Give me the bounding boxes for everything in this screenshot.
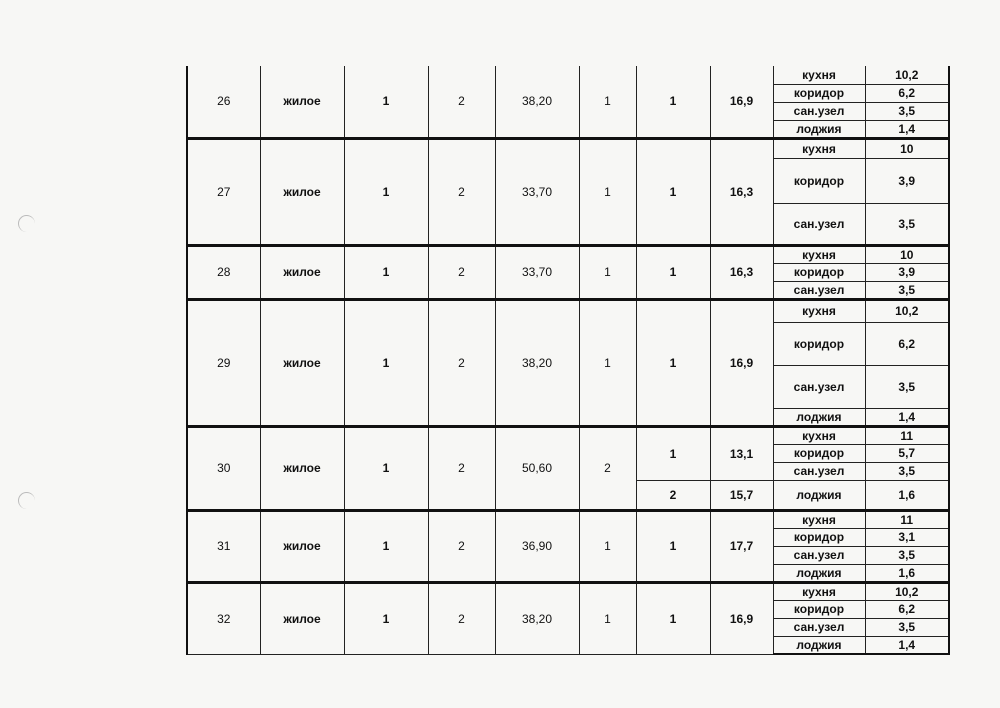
aux-room-area: 11: [865, 510, 949, 528]
aux-room-area: 10: [865, 245, 949, 263]
aux-room-area: 5,7: [865, 444, 949, 462]
apartment-table: [186, 66, 950, 655]
unit-total-area: 36,90: [495, 510, 579, 582]
unit-total-area: 38,20: [495, 299, 579, 426]
unit-sections: 2: [428, 299, 495, 426]
aux-room-name: коридор: [773, 263, 865, 281]
punch-hole-mark: [18, 492, 35, 509]
unit-room-count: 1: [579, 138, 636, 245]
unit-sections: 2: [428, 66, 495, 138]
aux-room-name: сан.узел: [773, 203, 865, 245]
living-room-area: 16,9: [710, 299, 773, 426]
living-room-area: 16,9: [710, 66, 773, 138]
unit-room-count: 2: [579, 426, 636, 510]
aux-room-name: кухня: [773, 510, 865, 528]
unit-floor: 1: [344, 510, 428, 582]
living-room-number: 1: [636, 299, 710, 426]
table-row: [187, 582, 949, 600]
aux-room-name: сан.узел: [773, 365, 865, 408]
aux-room-name: лоджия: [773, 564, 865, 582]
table-row: [187, 245, 949, 263]
aux-room-name: коридор: [773, 322, 865, 365]
aux-room-area: 3,9: [865, 263, 949, 281]
living-room-area: 17,7: [710, 510, 773, 582]
living-room-number: 1: [636, 138, 710, 245]
living-room-area: 16,3: [710, 245, 773, 299]
unit-room-count: 1: [579, 510, 636, 582]
unit-total-area: 33,70: [495, 245, 579, 299]
aux-room-area: 6,2: [865, 322, 949, 365]
aux-room-name: лоджия: [773, 636, 865, 654]
unit-type: жилое: [260, 426, 344, 510]
living-room-area: 16,9: [710, 582, 773, 654]
unit-type: жилое: [260, 66, 344, 138]
aux-room-area: 3,5: [865, 102, 949, 120]
unit-sections: 2: [428, 138, 495, 245]
unit-sections: 2: [428, 245, 495, 299]
unit-number: 26: [187, 66, 260, 138]
unit-number: 29: [187, 299, 260, 426]
unit-type: жилое: [260, 245, 344, 299]
aux-room-name: лоджия: [773, 480, 865, 510]
unit-room-count: 1: [579, 299, 636, 426]
aux-room-area: 3,5: [865, 546, 949, 564]
aux-room-name: сан.узел: [773, 546, 865, 564]
unit-floor: 1: [344, 299, 428, 426]
unit-room-count: 1: [579, 66, 636, 138]
aux-room-name: сан.узел: [773, 281, 865, 299]
unit-number: 27: [187, 138, 260, 245]
living-room-number: 1: [636, 66, 710, 138]
unit-sections: 2: [428, 582, 495, 654]
aux-room-area: 3,5: [865, 618, 949, 636]
unit-floor: 1: [344, 582, 428, 654]
aux-room-area: 10,2: [865, 582, 949, 600]
living-room-number: 2: [636, 480, 710, 510]
living-room-number: 1: [636, 510, 710, 582]
aux-room-area: 3,5: [865, 203, 949, 245]
aux-room-area: 10,2: [865, 66, 949, 84]
aux-room-name: сан.узел: [773, 618, 865, 636]
unit-sections: 2: [428, 510, 495, 582]
unit-type: жилое: [260, 138, 344, 245]
aux-room-name: кухня: [773, 245, 865, 263]
aux-room-area: 1,4: [865, 408, 949, 426]
aux-room-area: 1,4: [865, 120, 949, 138]
aux-room-area: 10,2: [865, 299, 949, 322]
aux-room-area: 11: [865, 426, 949, 444]
aux-room-area: 1,6: [865, 564, 949, 582]
table-row: [187, 510, 949, 528]
aux-room-area: 3,5: [865, 365, 949, 408]
unit-total-area: 50,60: [495, 426, 579, 510]
aux-room-area: 1,4: [865, 636, 949, 654]
aux-room-name: кухня: [773, 299, 865, 322]
living-room-number: 1: [636, 426, 710, 480]
unit-floor: 1: [344, 245, 428, 299]
aux-room-name: кухня: [773, 426, 865, 444]
aux-room-name: коридор: [773, 158, 865, 203]
unit-room-count: 1: [579, 582, 636, 654]
unit-type: жилое: [260, 510, 344, 582]
aux-room-name: коридор: [773, 528, 865, 546]
unit-total-area: 38,20: [495, 66, 579, 138]
aux-room-name: лоджия: [773, 120, 865, 138]
aux-room-name: сан.узел: [773, 102, 865, 120]
unit-room-count: 1: [579, 245, 636, 299]
unit-sections: 2: [428, 426, 495, 510]
aux-room-name: коридор: [773, 444, 865, 462]
unit-number: 32: [187, 582, 260, 654]
aux-room-area: 3,9: [865, 158, 949, 203]
unit-type: жилое: [260, 582, 344, 654]
aux-room-name: сан.узел: [773, 462, 865, 480]
aux-room-area: 3,5: [865, 462, 949, 480]
aux-room-name: коридор: [773, 600, 865, 618]
table-row: [187, 138, 949, 158]
unit-total-area: 33,70: [495, 138, 579, 245]
unit-floor: 1: [344, 138, 428, 245]
table-row: [187, 299, 949, 322]
unit-type: жилое: [260, 299, 344, 426]
aux-room-area: 1,6: [865, 480, 949, 510]
living-room-number: 1: [636, 245, 710, 299]
aux-room-name: кухня: [773, 138, 865, 158]
table-row: [187, 66, 949, 84]
living-room-number: 1: [636, 582, 710, 654]
unit-floor: 1: [344, 426, 428, 510]
living-room-area: 16,3: [710, 138, 773, 245]
aux-room-name: коридор: [773, 84, 865, 102]
unit-total-area: 38,20: [495, 582, 579, 654]
aux-room-name: кухня: [773, 66, 865, 84]
aux-room-area: 6,2: [865, 600, 949, 618]
aux-room-area: 10: [865, 138, 949, 158]
unit-number: 30: [187, 426, 260, 510]
living-room-area: 13,1: [710, 426, 773, 480]
aux-room-name: лоджия: [773, 408, 865, 426]
unit-floor: 1: [344, 66, 428, 138]
aux-room-area: 6,2: [865, 84, 949, 102]
table-row: [187, 426, 949, 444]
aux-room-name: кухня: [773, 582, 865, 600]
punch-hole-mark: [18, 215, 35, 232]
living-room-area: 15,7: [710, 480, 773, 510]
aux-room-area: 3,5: [865, 281, 949, 299]
apartment-table-body: [187, 66, 949, 654]
unit-number: 31: [187, 510, 260, 582]
unit-number: 28: [187, 245, 260, 299]
aux-room-area: 3,1: [865, 528, 949, 546]
